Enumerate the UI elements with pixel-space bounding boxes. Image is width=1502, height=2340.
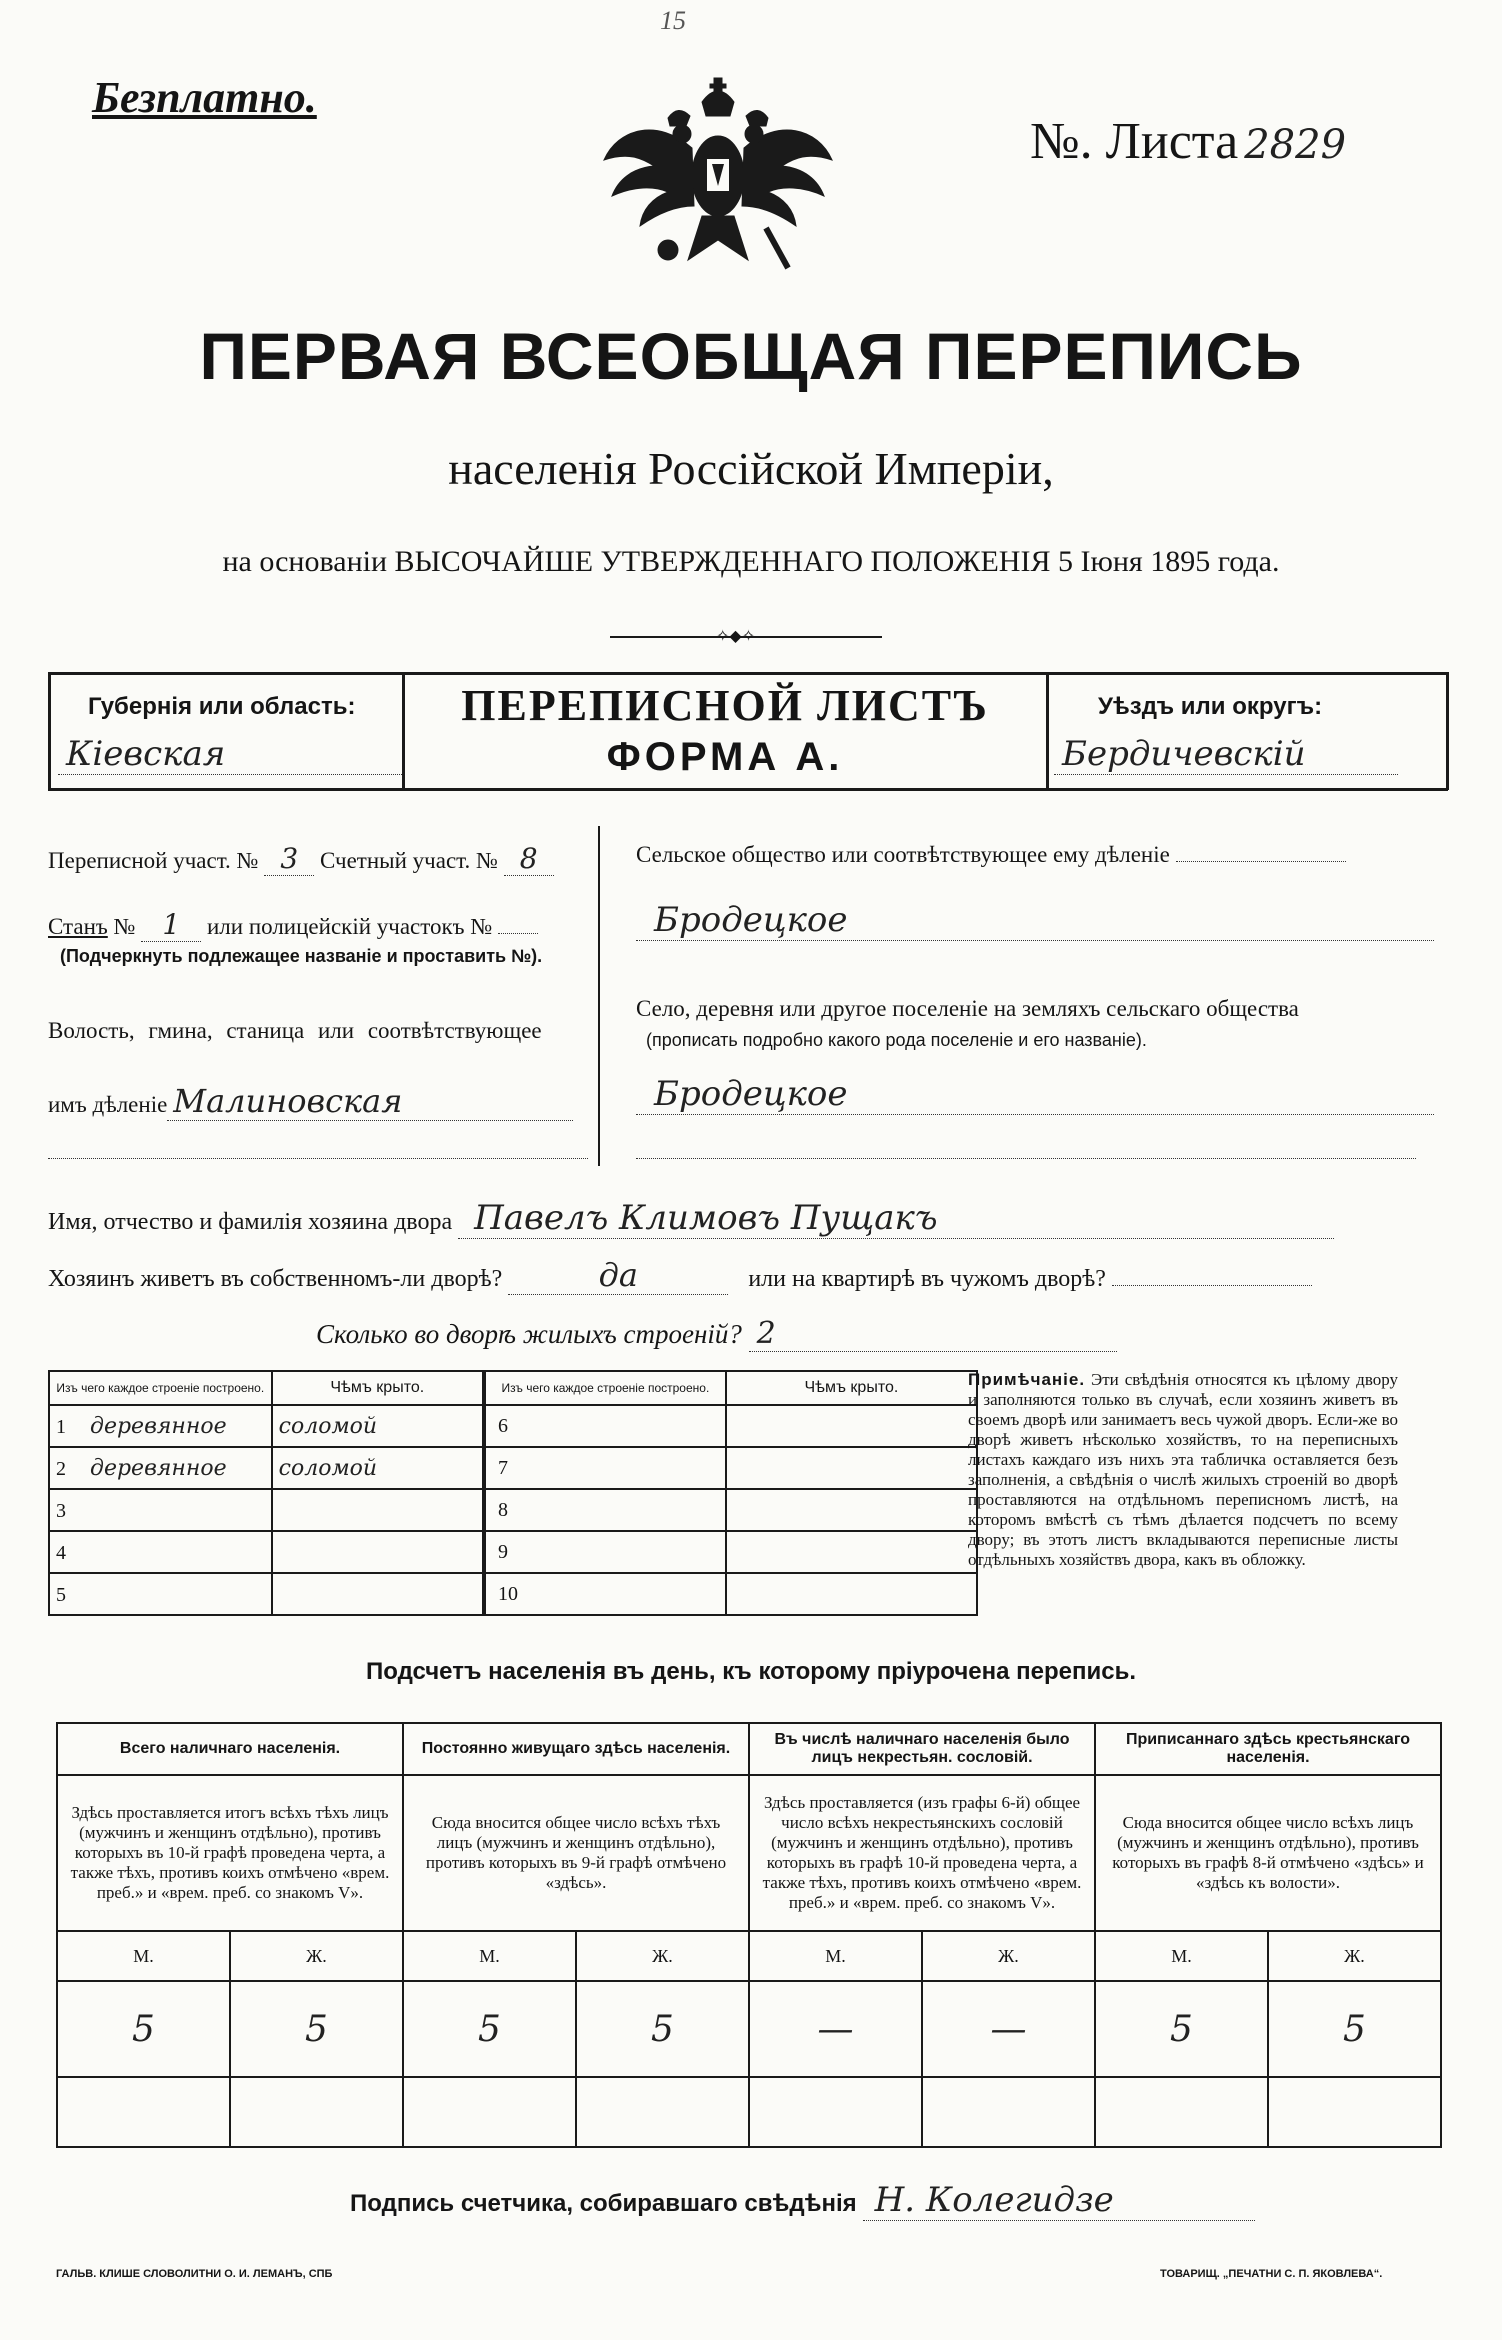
- imperial-eagle-emblem: [598, 68, 838, 284]
- census-district-value: 3: [264, 842, 314, 876]
- buildings-table: [48, 1370, 978, 1616]
- female-count: —: [922, 1981, 1095, 2077]
- group-desc: Сюда вносится общее число всѣхъ лицъ (мужчинъ и женщинъ отдѣльно), противъ которыхъ въ графѣ 8-й отмѣчено «здѣсь» и «здѣсь къ волости».: [1095, 1775, 1441, 1931]
- band-right-divider: [1046, 672, 1049, 790]
- material-value: деревянное: [90, 1455, 227, 1481]
- female-count: 5: [230, 1981, 403, 2077]
- signature-value: Н. Колегидзе: [863, 2180, 1255, 2221]
- uezd-value: Бердичевскій: [1054, 734, 1398, 775]
- village-value: Бродецкое: [636, 1074, 1434, 1115]
- society-label: Сельское общество или соотвѣтствующее ему дѣленіе: [636, 842, 1346, 868]
- band-left-edge: [48, 672, 51, 790]
- group-head: Всего наличнаго населенія.: [57, 1723, 403, 1775]
- ornament-center: ✧◆✧: [716, 628, 756, 645]
- census-district-row: Переписной участ. № 3 Счетный участ. № 8: [48, 842, 554, 876]
- group-desc: Сюда вносится общее число всѣхъ тѣхъ лицъ (мужчинъ и женщинъ отдѣльно), противъ которыхъ въ 9-й графѣ отмѣчено «здѣсь».: [403, 1775, 749, 1931]
- footer-left: ГАЛЬВ. КЛИШЕ СЛОВОЛИТНИ О. И. ЛЕМАНЪ, СПБ: [56, 2268, 333, 2280]
- owner-lives-value: да: [508, 1256, 728, 1295]
- buildings-note: [968, 1370, 1398, 1570]
- sheet-number-value: 2829: [1244, 122, 1347, 168]
- form-subtitle: ФОРМА А.: [606, 735, 844, 779]
- female-header: Ж.: [576, 1931, 749, 1981]
- col-material-right: Изъ чего каждое строеніе построено.: [484, 1371, 726, 1405]
- male-count: 5: [1095, 1981, 1268, 2077]
- signature-row: [350, 2180, 1255, 2221]
- signature-label: Подпись счетчика, собиравшаго свѣдѣнія: [350, 2190, 857, 2217]
- roof-value: соломой: [272, 1405, 484, 1447]
- buildings-count-value: 2: [749, 1316, 1117, 1352]
- male-count: —: [749, 1981, 922, 2077]
- female-count: 5: [576, 1981, 749, 2077]
- owner-name-row: Имя, отчество и фамилія хозяина двора Павелъ Климовъ Пущакъ: [48, 1198, 1334, 1239]
- corner-mark: 15: [660, 6, 686, 35]
- note-text: Эти свѣдѣнія относятся къ цѣлому двору и заполняются только въ случаѣ, если хозяинъ живетъ въ своемъ дворѣ или занимаетъ весь чужой дворъ. Если-же во дворѣ живетъ нѣсколько хозяйствъ, то на переписныхъ листахъ каждаго изъ нихъ эта табличка оставляется безъ заполненія, а свѣдѣнія о числѣ жилыхъ строеній во дворѣ проставляются на отдѣльномъ переписномъ листѣ, на которомъ вмѣстѣ съ тѣмъ дѣлается подсчетъ по всему двору; въ этотъ листъ вкладываются переписные листы отдѣльныхъ хозяйствъ двора, какъ въ обложку.: [968, 1370, 1398, 1569]
- male-count: 5: [57, 1981, 230, 2077]
- census-subtitle: населенія Россійской Имперіи,: [448, 443, 1054, 494]
- buildings-count-row: Сколько во дворѣ жилыхъ строеній? 2: [316, 1316, 1117, 1352]
- location-divider: [598, 826, 600, 1166]
- uezd-label: Уѣздъ или округъ:: [1098, 693, 1323, 720]
- group-head: Въ числѣ наличнаго населенія было лицъ некрестьян. сословій.: [749, 1723, 1095, 1775]
- guberniya-label: Губернія или область:: [88, 693, 356, 720]
- male-count: 5: [403, 1981, 576, 2077]
- roof-value: соломой: [272, 1447, 484, 1489]
- female-count: 5: [1268, 1981, 1441, 2077]
- band-right-edge: [1446, 672, 1449, 790]
- male-header: М.: [749, 1931, 922, 1981]
- form-title: ПЕРЕПИСНОЙ ЛИСТЪ: [461, 681, 989, 730]
- stan-row: Станъ № 1 или полицейскій участокъ №: [48, 908, 538, 942]
- sheet-number-label: №. Листа 2829: [1030, 113, 1347, 170]
- guberniya-value: Кіевская: [58, 734, 402, 775]
- village-extra-line: [636, 1158, 1416, 1159]
- village-note: (прописать подробно какого рода поселеніе и его названіе).: [646, 1030, 1147, 1050]
- counting-district-value: 8: [504, 842, 554, 876]
- female-header: Ж.: [922, 1931, 1095, 1981]
- female-header: Ж.: [230, 1931, 403, 1981]
- note-title: Примѣчаніе.: [968, 1370, 1086, 1389]
- male-header: М.: [57, 1931, 230, 1981]
- owner-name-value: Павелъ Климовъ Пущакъ: [458, 1198, 1334, 1239]
- volost-value: Малиновская: [167, 1082, 573, 1121]
- table-row: 3 8: [49, 1489, 977, 1531]
- stan-value: 1: [141, 908, 201, 942]
- table-row: 4 9: [49, 1531, 977, 1573]
- band-top-rule: [48, 672, 1448, 675]
- male-header: М.: [403, 1931, 576, 1981]
- female-header: Ж.: [1268, 1931, 1441, 1981]
- band-bottom-rule: [48, 788, 1448, 791]
- material-value: деревянное: [90, 1413, 227, 1439]
- col-roof-right: Чѣмъ крыто.: [726, 1371, 977, 1405]
- table-row: 2 деревянное соломой 7: [49, 1447, 977, 1489]
- population-table: [56, 1722, 1442, 2148]
- volost-row: имъ дѣленіе Малиновская: [48, 1082, 573, 1121]
- col-material-left: Изъ чего каждое строеніе построено.: [49, 1371, 272, 1405]
- footer-right: ТОВАРИЩ. „ПЕЧАТНИ С. П. ЯКОВЛЕВА“.: [1160, 2268, 1383, 2280]
- owner-lives-row: Хозяинъ живетъ въ собственномъ-ли дворѣ? да или на квартирѣ въ чужомъ дворѣ?: [48, 1256, 1312, 1295]
- volost-label: Волость, гмина, станица или соотвѣтствующее: [48, 1018, 542, 1043]
- table-row: 5 10: [49, 1573, 977, 1615]
- col-roof-left: Чѣмъ крыто.: [272, 1371, 484, 1405]
- census-basis: на основаніи ВЫСОЧАЙШЕ УТВЕРЖДЕННАГО ПОЛОЖЕНІЯ 5 Іюня 1895 года.: [222, 545, 1280, 578]
- stan-note: (Подчеркнуть подлежащее названіе и проставить №).: [60, 946, 543, 966]
- village-label: Село, деревня или другое поселеніе на земляхъ сельскаго общества: [636, 996, 1299, 1021]
- population-title: Подсчетъ населенія въ день, къ которому пріурочена перепись.: [366, 1658, 1136, 1685]
- male-header: М.: [1095, 1931, 1268, 1981]
- census-title: ПЕРВАЯ ВСЕОБЩАЯ ПЕРЕПИСЬ: [199, 319, 1303, 393]
- group-desc: Здѣсь проставляется итогъ всѣхъ тѣхъ лицъ (мужчинъ и женщинъ отдѣльно), противъ которыхъ въ 10-й графѣ проведена черта, а также тѣхъ, противъ коихъ отмѣчено «врем. преб.» и «врем. преб. со знакомъ V».: [57, 1775, 403, 1931]
- society-value: Бродецкое: [636, 900, 1434, 941]
- group-desc: Здѣсь проставляется (изъ графы 6-й) общее число всѣхъ некрестьянскихъ сословій (мужчинъ и женщинъ отдѣльно), противъ которыхъ въ графѣ 10-й проведена черта, а также тѣхъ, противъ коихъ отмѣчено «врем. преб.» и «врем. преб. со знакомъ V».: [749, 1775, 1095, 1931]
- table-row: 1 деревянное соломой 6: [49, 1405, 977, 1447]
- group-head: Постоянно живущаго здѣсь населенія.: [403, 1723, 749, 1775]
- volost-extra-line: [48, 1158, 588, 1159]
- group-head: Приписаннаго здѣсь крестьянскаго населенія.: [1095, 1723, 1441, 1775]
- free-label: Безплатно.: [92, 73, 317, 122]
